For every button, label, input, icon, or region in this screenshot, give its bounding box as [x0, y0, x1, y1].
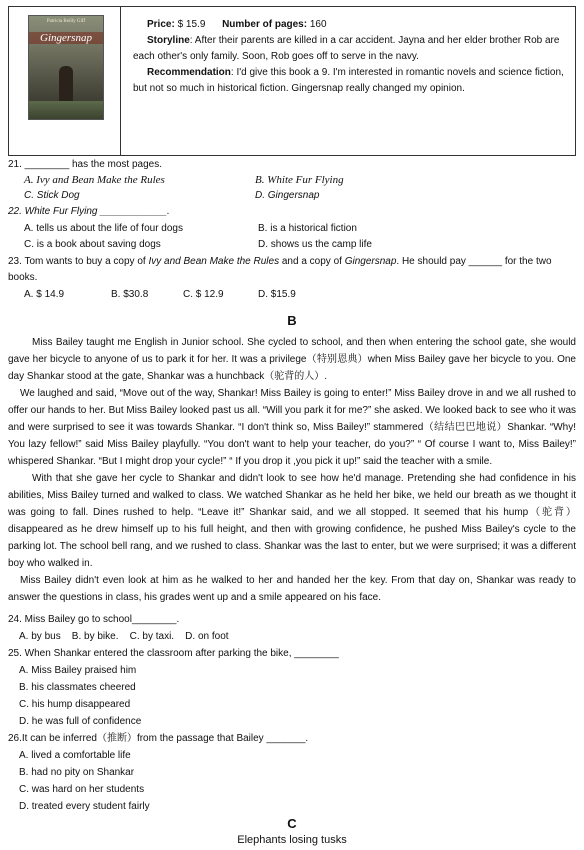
- q23-stem-3: . He should pay ______ for the two: [396, 256, 552, 267]
- recommendation-text: : I'd give this book a 9. I'm interested in romantic novels and science fiction, but not so much in historical fiction. Gingersnap really changed my opinion.: [133, 67, 564, 94]
- q22-option-d: D. shows us the camp life: [258, 239, 372, 250]
- q23-title-2: Gingersnap: [344, 256, 397, 267]
- recommendation-label: Recommendation: [147, 67, 231, 78]
- q22-option-c: C. is a book about saving dogs: [24, 239, 161, 250]
- q25-option-a: A. Miss Bailey praised him: [19, 665, 137, 676]
- q25-option-b: B. his classmates cheered: [19, 682, 136, 693]
- q22-option-b: B. is a historical fiction: [258, 223, 357, 234]
- storyline-text: : After their parents are killed in a car accident. Jayna and her elder brother Rob are each other's only family. Soon, Rob goes off to serve in the navy.: [133, 35, 560, 62]
- q26-option-a: A. lived a comfortable life: [19, 750, 131, 761]
- q23-stem-cont: books.: [8, 272, 38, 283]
- q23-option-c: C. $ 12.9: [183, 289, 224, 300]
- q21-option-c: C. Stick Dog: [24, 190, 80, 201]
- q24-stem: 24. Miss Bailey go to school________.: [8, 614, 180, 625]
- q26-option-c: C. was hard on her students: [19, 784, 145, 795]
- book-info-box: [8, 6, 576, 156]
- passage-b-paragraph-3: With that she gave her cycle to Shankar and didn't look to see how he'd manage. Pretending she had confidence in his abilities, Miss Bailey turned and walked to class. We watched Shankar as he held her bike, we held our breath as we thought it was going to fall. Dines rushed to help. “Leave it!” Shankar said, and we all stopped. It seemed that his hump（驼背）disappeared as he drew himself up to his full height, and then with growing confidence, he pushed Miss Bailey's cycle to the parking lot. The school bell rang, and we rushed to class. Shankar was the last to enter, but we were surprised; it was a different boy who walked in.: [8, 473, 576, 569]
- cover-author: Patricia Reilly Giff: [46, 19, 86, 24]
- q26-option-d: D. treated every student fairly: [19, 801, 150, 812]
- q24-options: A. by bus B. by bike. C. by taxi. D. on foot: [19, 631, 229, 642]
- q25-stem: 25. When Shankar entered the classroom after parking the bike, ________: [8, 648, 339, 659]
- q25-option-d: D. he was full of confidence: [19, 716, 142, 727]
- section-c-title: Elephants losing tusks: [237, 834, 347, 846]
- q23-title-1: Ivy and Bean Make the Rules: [148, 256, 280, 267]
- q23-option-d: D. $15.9: [258, 289, 296, 300]
- cover-title: Gingersnap: [29, 32, 103, 44]
- q23-stem: [8, 255, 552, 269]
- box-divider: [120, 7, 121, 155]
- passage-b-paragraph-2: We laughed and said, “Move out of the way, Shankar! Miss Bailey is going to enter!” Miss Bailey drove in and we all rushed to offer our hands to her. But Miss Bailey looked past us all. “Will you park it for me?” she asked. We looked back to see who it was and were surprised to see it was towards Shankar. “I don't think so, Miss Bailey!” stammered（结结巴巴地说）Shankar. “Why! You lazy fellow!” said Miss Bailey playfully. “You don't want to help your teacher, do you?” “ Of course I want to, Miss Bailey!” whispered Shankar. “But I might drop your cycle!” “ If you drop it ,you pick it up!” said the teacher with a smile.: [8, 388, 576, 467]
- book-cover-image: [28, 15, 104, 120]
- q21-option-d: D. Gingersnap: [255, 190, 320, 201]
- q21-option-b: B. White Fur Flying: [255, 174, 344, 186]
- q22-option-a: A. tells us about the life of four dogs: [24, 223, 183, 234]
- q23-option-b: B. $30.8: [111, 289, 149, 300]
- cover-figure: [59, 66, 73, 106]
- storyline-label: Storyline: [147, 35, 190, 46]
- q21-option-a: A. Ivy and Bean Make the Rules: [24, 174, 165, 186]
- pages-value: 160: [307, 19, 327, 30]
- q22-stem: 22. White Fur Flying ____________.: [8, 206, 170, 217]
- q23-stem-2: and a copy of: [279, 256, 345, 267]
- q23-option-a: A. $ 14.9: [24, 289, 65, 300]
- section-c-heading: C: [287, 816, 297, 831]
- q23-stem-1: 23. Tom wants to buy a copy of: [8, 256, 149, 267]
- q25-option-c: C. his hump disappeared: [19, 699, 131, 710]
- pages-label: Number of pages:: [222, 19, 308, 30]
- price-line: [147, 17, 579, 33]
- storyline: [133, 33, 579, 65]
- price-label: Price:: [147, 19, 175, 30]
- section-b-heading: B: [287, 313, 297, 328]
- book-details: [133, 17, 579, 97]
- recommendation: [133, 65, 579, 97]
- q26-stem: 26.It can be inferred（推断）from the passage that Bailey _______.: [8, 733, 309, 744]
- cover-ground: [29, 101, 103, 119]
- price-value: $ 15.9: [174, 19, 206, 30]
- q21-stem: 21. ________ has the most pages.: [8, 159, 163, 170]
- passage-b: [8, 334, 576, 606]
- q26-option-b: B. had no pity on Shankar: [19, 767, 135, 778]
- passage-b-paragraph-4: Miss Bailey didn't even look at him as he walked to her and handed her the key. From that day on, Shankar was ready to answer the questions in class, his grades went up and a smile appeared on his face.: [8, 575, 576, 603]
- passage-b-paragraph-1: Miss Bailey taught me English in Junior school. She cycled to school, and then when entering the school gate, she would gave her bicycle to anyone of us to park it for her. It was a privilege（特别恩典）when Miss Bailey gave her bicycle to you. One day Shankar stood at the gate, Shankar was a hunchback（驼背的人）.: [8, 337, 576, 382]
